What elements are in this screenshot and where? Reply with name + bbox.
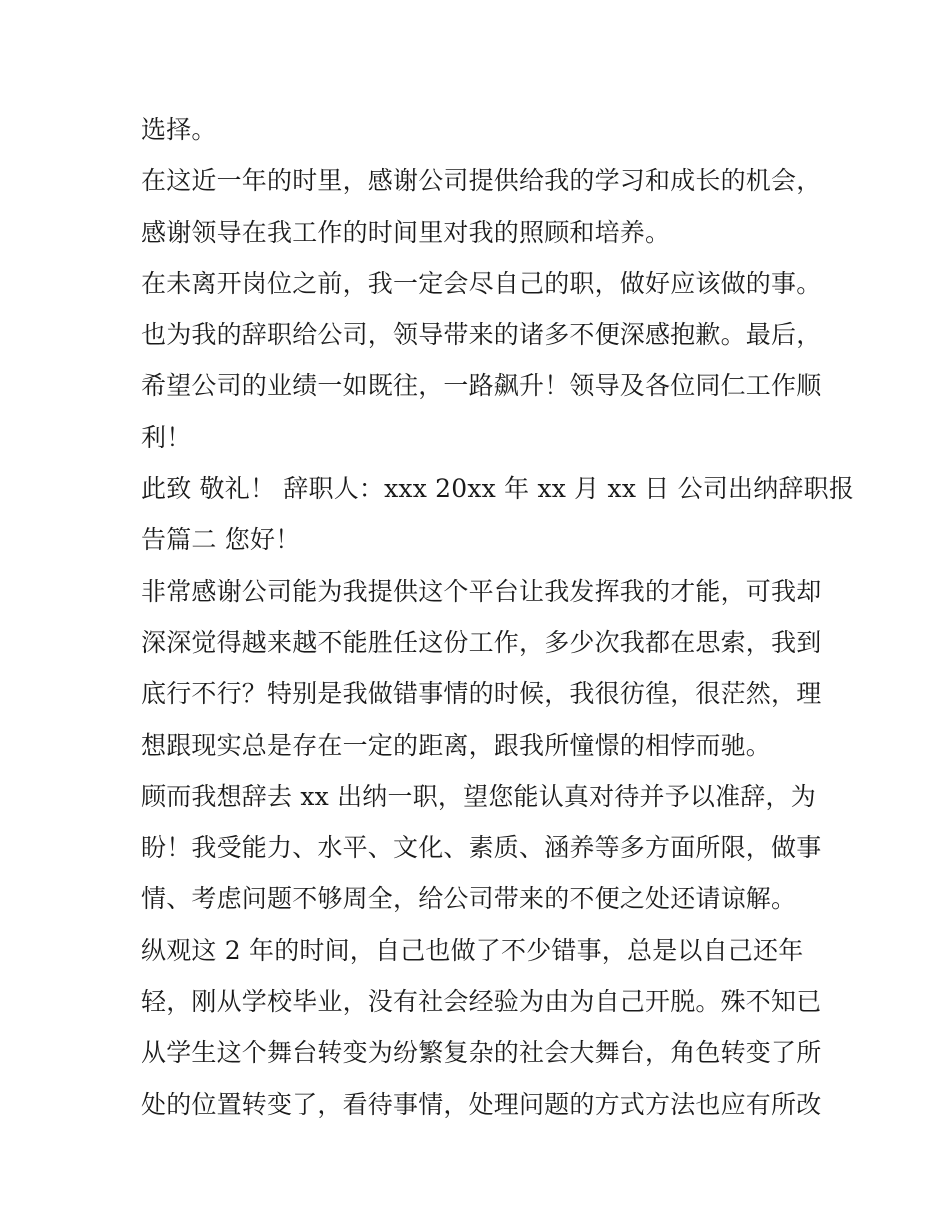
text-line: 盼！我受能力、水平、文化、素质、涵养等多方面所限，做事 — [141, 833, 822, 863]
text-line: 利！ — [141, 422, 192, 452]
text-line: 处的位置转变了，看待事情，处理问题的方式方法也应有所改 — [141, 1089, 822, 1119]
text-line: 告篇二 您好！ — [141, 525, 301, 555]
text-line: 底行不行？特别是我做错事情的时候，我很彷徨，很茫然，理 — [141, 679, 822, 709]
text-line: 纵观这 2 年的时间，自己也做了不少错事，总是以自己还年 — [141, 935, 804, 965]
text-line: 轻，刚从学校毕业，没有社会经验为由为自己开脱。殊不知已 — [141, 987, 822, 1017]
text-line: 在未离开岗位之前，我一定会尽自己的职，做好应该做的事。 — [141, 268, 822, 298]
text-line: 也为我的辞职给公司，领导带来的诸多不便深感抱歉。最后， — [141, 320, 822, 350]
text-line: 从学生这个舞台转变为纷繁复杂的社会大舞台，角色转变了所 — [141, 1038, 822, 1068]
text-line: 选择。 — [141, 115, 217, 144]
text-line: 希望公司的业绩一如既往，一路飙升！领导及各位同仁工作顺 — [141, 371, 822, 401]
text-line: 想跟现实总是存在一定的距离，跟我所憧憬的相悖而驰。 — [141, 730, 772, 760]
text-line: 在这近一年的时里，感谢公司提供给我的学习和成长的机会， — [141, 166, 822, 196]
text-line: 感谢领导在我工作的时间里对我的照顾和培养。 — [141, 217, 671, 247]
text-line: 顾而我想辞去 xx 出纳一职，望您能认真对待并予以准辞，为 — [141, 781, 816, 811]
text-line: 此致 敬礼！ 辞职人：xxx 20xx 年 xx 月 xx 日 公司出纳辞职报 — [141, 474, 855, 504]
text-line: 情、考虑问题不够周全，给公司带来的不便之处还请谅解。 — [141, 884, 797, 914]
text-line: 非常感谢公司能为我提供这个平台让我发挥我的才能，可我却 — [141, 576, 822, 606]
document-body — [141, 104, 855, 1130]
text-line: 深深觉得越来越不能胜任这份工作，多少次我都在思索，我到 — [141, 627, 822, 657]
